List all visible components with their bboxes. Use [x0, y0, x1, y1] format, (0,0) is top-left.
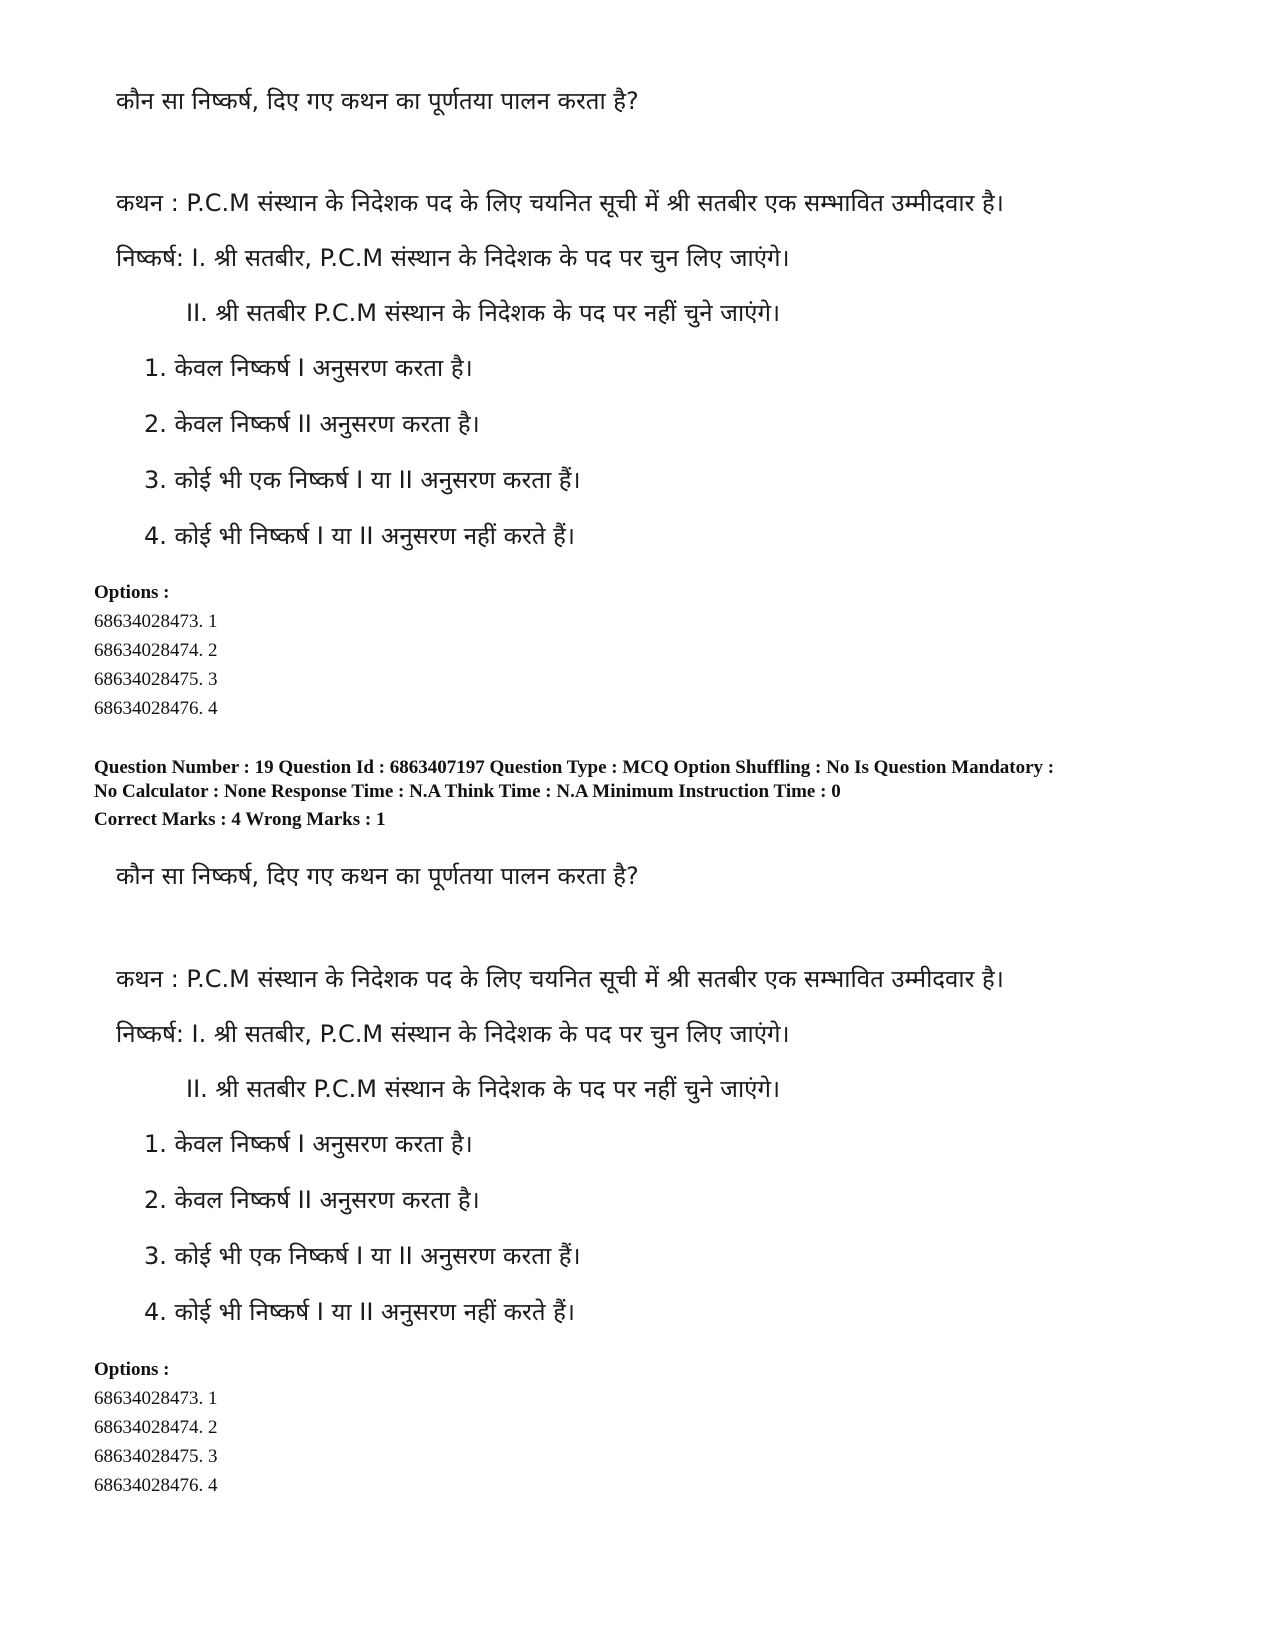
option-item: 68634028474. 2: [94, 1417, 218, 1438]
meta-line-1: Question Number : 19 Question Id : 6863407197 Question Type : MCQ Option Shuffling : No Is Question Mandatory :: [94, 757, 1055, 778]
statement-text: कथन : P.C.M संस्थान के निदेशक पद के लिए चयनित सूची में श्री सतबीर एक सम्भावित उम्मीदवार है।: [116, 965, 1004, 993]
option-item: 68634028476. 4: [94, 1475, 218, 1496]
option-item: 68634028473. 1: [94, 611, 218, 632]
conclusion-2-text: II. श्री सतबीर P.C.M संस्थान के निदेशक के पद पर नहीं चुने जाएंगे।: [186, 1075, 781, 1103]
choice-3: 3. कोई भी एक निष्कर्ष I या II अनुसरण करता हैं।: [144, 1242, 581, 1270]
conclusion-1-text: निष्कर्ष: I. श्री सतबीर, P.C.M संस्थान के निदेशक के पद पर चुन लिए जाएंगे।: [116, 244, 790, 272]
options-title: Options :: [94, 1359, 170, 1380]
options-list-1: [94, 578, 218, 723]
conclusion-2-text: II. श्री सतबीर P.C.M संस्थान के निदेशक के पद पर नहीं चुने जाएंगे।: [186, 299, 781, 327]
option-item: 68634028474. 2: [94, 640, 218, 661]
question-text: कौन सा निष्कर्ष, दिए गए कथन का पूर्णतया पालन करता है?: [116, 87, 639, 115]
question-meta: [94, 756, 1244, 832]
choice-1: 1. केवल निष्कर्ष I अनुसरण करता है।: [144, 354, 473, 382]
choice-2: 2. केवल निष्कर्ष II अनुसरण करता है।: [144, 1186, 480, 1214]
question-text: कौन सा निष्कर्ष, दिए गए कथन का पूर्णतया पालन करता है?: [116, 862, 639, 890]
choice-2: 2. केवल निष्कर्ष II अनुसरण करता है।: [144, 410, 480, 438]
choice-3: 3. कोई भी एक निष्कर्ष I या II अनुसरण करता हैं।: [144, 466, 581, 494]
choice-1: 1. केवल निष्कर्ष I अनुसरण करता है।: [144, 1130, 473, 1158]
choice-4: 4. कोई भी निष्कर्ष I या II अनुसरण नहीं करते हैं।: [144, 1298, 576, 1326]
option-item: 68634028476. 4: [94, 698, 218, 719]
option-item: 68634028475. 3: [94, 1446, 218, 1467]
option-item: 68634028475. 3: [94, 669, 218, 690]
statement-text: कथन : P.C.M संस्थान के निदेशक पद के लिए चयनित सूची में श्री सतबीर एक सम्भावित उम्मीदवार है।: [116, 189, 1004, 217]
options-list-2: [94, 1355, 218, 1500]
choice-4: 4. कोई भी निष्कर्ष I या II अनुसरण नहीं करते हैं।: [144, 522, 576, 550]
options-title: Options :: [94, 582, 170, 603]
option-item: 68634028473. 1: [94, 1388, 218, 1409]
meta-line-2: No Calculator : None Response Time : N.A Think Time : N.A Minimum Instruction Time : 0: [94, 781, 841, 802]
conclusion-1-text: निष्कर्ष: I. श्री सतबीर, P.C.M संस्थान के निदेशक के पद पर चुन लिए जाएंगे।: [116, 1020, 790, 1048]
marks-line: Correct Marks : 4 Wrong Marks : 1: [94, 809, 386, 830]
